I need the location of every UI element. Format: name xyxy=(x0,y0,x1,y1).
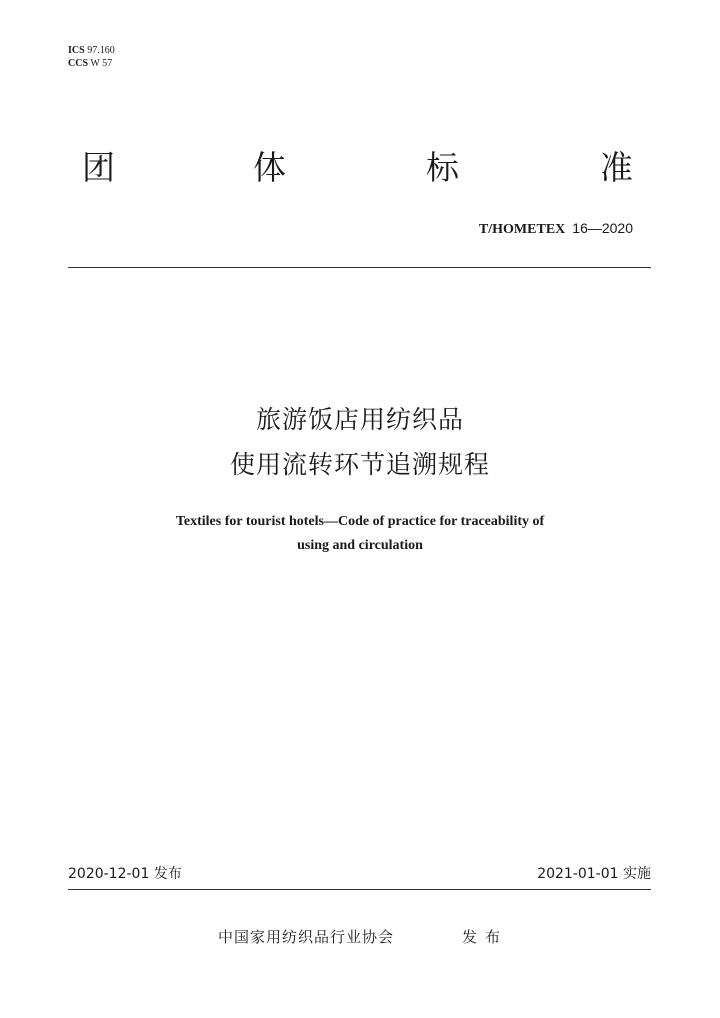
standard-number xyxy=(479,219,633,239)
title-en-line-2: using and circulation xyxy=(297,538,423,553)
issue-date: 2020-12-01 发布 xyxy=(68,866,182,882)
header-char-1: 团 xyxy=(82,148,115,187)
ccs-label: CCS xyxy=(68,58,89,69)
ics-code: 97.160 xyxy=(87,45,115,56)
ics-label: ICS xyxy=(68,45,85,56)
title-en-line-1: Textiles for tourist hotels—Code of practice for traceability of xyxy=(175,514,545,529)
title-zh-line-1: 旅游饭店用纺织品 xyxy=(255,405,464,434)
implementation-date: 2021-01-01 实施 xyxy=(537,866,651,882)
ccs-code-line xyxy=(68,58,112,70)
standard-number-suffix: 16—2020 xyxy=(572,220,633,236)
publisher-name: 中国家用纺织品行业协会 xyxy=(218,928,395,946)
top-divider xyxy=(68,267,651,268)
ics-code-line xyxy=(68,45,115,57)
header-char-3: 标 xyxy=(426,148,459,187)
standard-number-prefix: T/HOMETEX xyxy=(478,222,566,237)
header-char-2: 体 xyxy=(253,148,286,187)
title-zh-line-2: 使用流转环节追溯规程 xyxy=(229,450,490,479)
header-char-4: 准 xyxy=(600,148,633,187)
bottom-divider xyxy=(68,889,651,890)
publish-label: 发布 xyxy=(462,928,509,946)
ccs-code: W 57 xyxy=(90,58,113,69)
